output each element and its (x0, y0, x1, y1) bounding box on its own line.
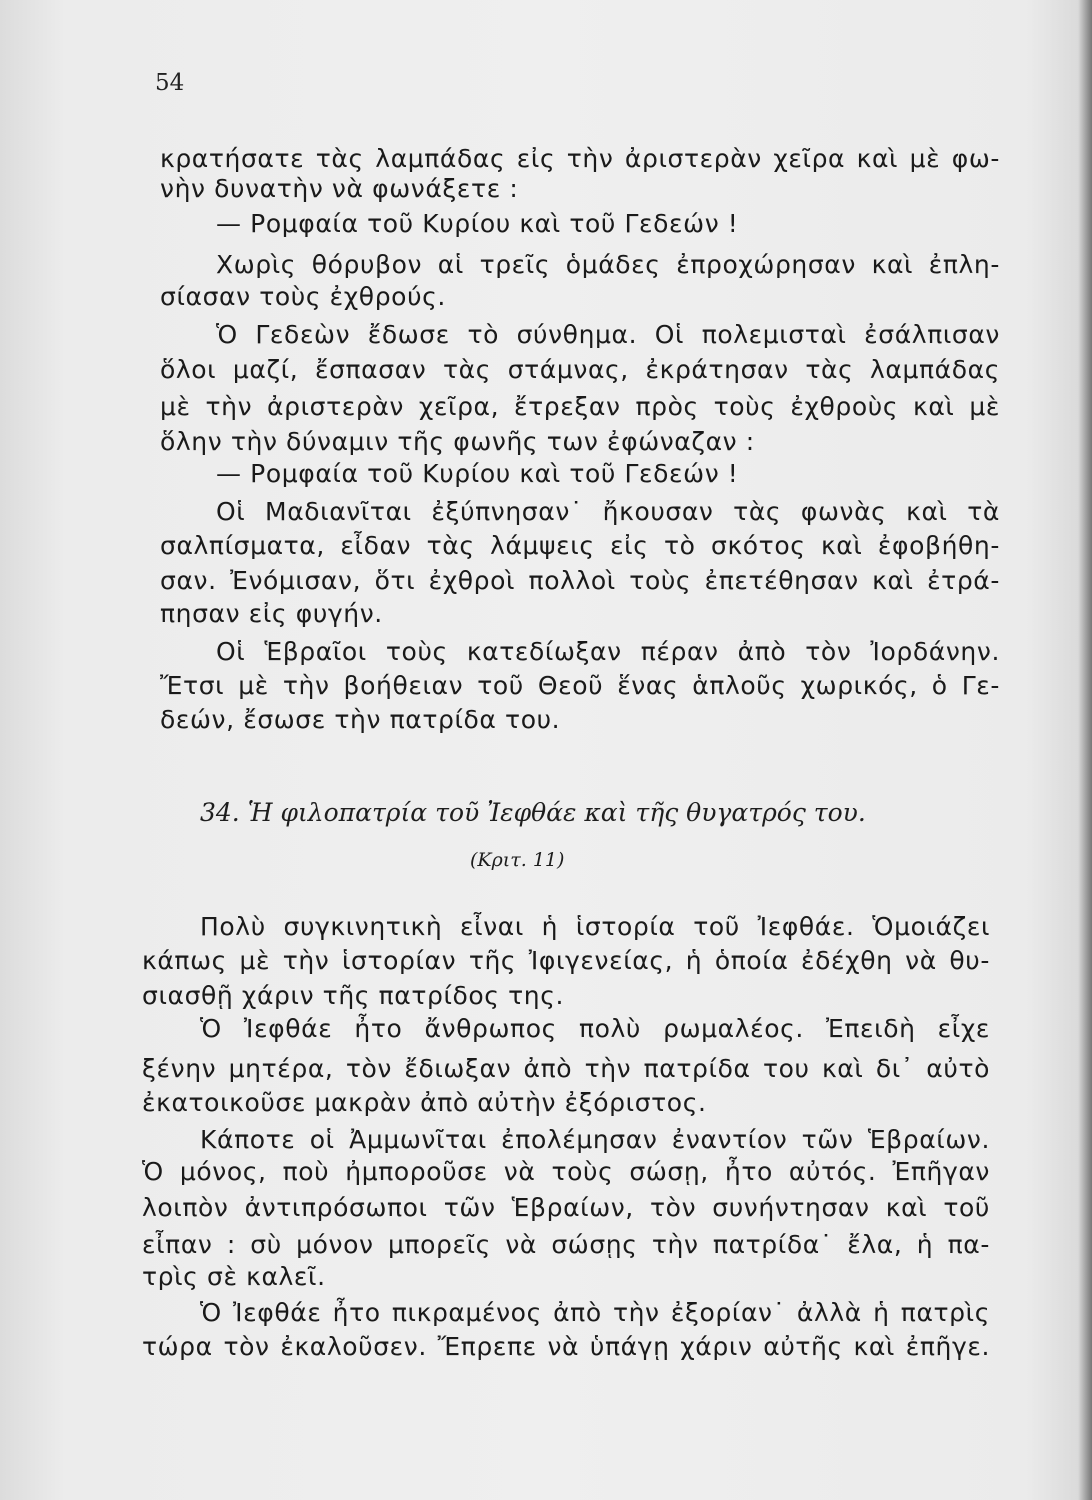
text-line: κάπως μὲ τὴν ἱστορίαν τῆς Ἰφιγενείας, ἡ ὁποία ἐδέχθη νὰ θυ- (142, 946, 990, 975)
text-line: κρατήσατε τὰς λαμπάδας εἰς τὴν ἀριστερὰν χεῖρα καὶ μὲ φω- (160, 144, 1000, 173)
text-line: Οἱ Ἑβραῖοι τοὺς κατεδίωξαν πέραν ἀπὸ τὸν Ἰορδάνην. (216, 637, 1000, 666)
text-line: Ὁ Ἰεφθάε ἦτο πικραμένος ἀπὸ τὴν ἐξορίαν˙ ἀλλὰ ἡ πατρὶς (200, 1298, 990, 1327)
text-line: Ἔτσι μὲ τὴν βοήθειαν τοῦ Θεοῦ ἕνας ἁπλοῦς χωρικός, ὁ Γε- (160, 671, 1000, 700)
text-line: Πολὺ συγκινητικὴ εἶναι ἡ ἱστορία τοῦ Ἰεφθάε. Ὁμοιάζει (200, 912, 990, 941)
text-line: σίασαν τοὺς ἐχθρούς. (160, 282, 446, 311)
text-line: — Ρομφαία τοῦ Κυρίου καὶ τοῦ Γεδεών ! (216, 459, 739, 488)
section-reference: (Κριτ. 11) (470, 849, 565, 871)
text-line: Κάποτε οἱ Ἀμμωνῖται ἐπολέμησαν ἐναντίον τῶν Ἑβραίων. (200, 1125, 990, 1154)
text-line: σαλπίσματα, εἶδαν τὰς λάμψεις εἰς τὸ σκότος καὶ ἐφοβήθη- (160, 531, 1000, 560)
text-line: τώρα τὸν ἐκαλοῦσεν. Ἔπρεπε νὰ ὑπάγῃ χάριν αὐτῆς καὶ ἐπῆγε. (142, 1332, 990, 1361)
text-line: Χωρὶς θόρυβον αἱ τρεῖς ὁμάδες ἐπροχώρησαν καὶ ἐπλη- (216, 250, 1000, 279)
text-line: τρὶς σὲ καλεῖ. (142, 1262, 326, 1291)
text-line: Ὁ Γεδεὼν ἔδωσε τὸ σύνθημα. Οἱ πολεμισταὶ ἐσάλπισαν (216, 320, 1000, 349)
text-line: ξένην μητέρα, τὸν ἔδιωξαν ἀπὸ τὴν πατρίδα του καὶ δι᾿ αὐτὸ (142, 1054, 990, 1083)
text-line: ὅλην τὴν δύναμιν τῆς φωνῆς των ἐφώναζαν : (160, 427, 755, 456)
text-line: πησαν εἰς φυγήν. (160, 599, 383, 628)
section-heading: 34. Ἡ φιλοπατρία τοῦ Ἰεφθάε καὶ τῆς θυγατρός του. (200, 798, 866, 827)
text-line: νὴν δυνατὴν νὰ φωνάξετε : (160, 174, 519, 203)
text-line: μὲ τὴν ἀριστερὰν χεῖρα, ἔτρεξαν πρὸς τοὺς ἐχθροὺς καὶ μὲ (160, 392, 1000, 421)
text-line: Ὁ Ἰεφθάε ἦτο ἄνθρωπος πολὺ ρωμαλέος. Ἐπειδὴ εἶχε (200, 1014, 990, 1043)
text-line: εἶπαν : σὺ μόνον μπορεῖς νὰ σώσῃς τὴν πατρίδα˙ ἔλα, ἡ πα- (142, 1230, 990, 1259)
text-line: λοιπὸν ἀντιπρόσωποι τῶν Ἑβραίων, τὸν συνήντησαν καὶ τοῦ (142, 1193, 990, 1222)
text-line: Ὁ μόνος, ποὺ ἠμποροῦσε νὰ τοὺς σώσῃ, ἦτο αὐτός. Ἐπῆγαν (142, 1157, 990, 1186)
page-number: 54 (155, 70, 185, 96)
text-line: — Ρομφαία τοῦ Κυρίου καὶ τοῦ Γεδεών ! (216, 209, 739, 238)
page-edge-shadow (1078, 0, 1092, 1500)
text-line: σιασθῇ χάριν τῆς πατρίδος της. (142, 981, 565, 1010)
text-line: ὅλοι μαζί, ἔσπασαν τὰς στάμνας, ἐκράτησαν τὰς λαμπάδας (160, 355, 1000, 384)
text-line: δεών, ἔσωσε τὴν πατρίδα του. (160, 705, 561, 734)
text-line: Οἱ Μαδιανῖται ἐξύπνησαν˙ ἤκουσαν τὰς φωνὰς καὶ τὰ (216, 497, 1000, 526)
text-line: ἐκατοικοῦσε μακρὰν ἀπὸ αὐτὴν ἐξόριστος. (142, 1088, 707, 1117)
text-line: σαν. Ἐνόμισαν, ὅτι ἐχθροὶ πολλοὶ τοὺς ἐπετέθησαν καὶ ἐτρά- (160, 566, 1000, 595)
